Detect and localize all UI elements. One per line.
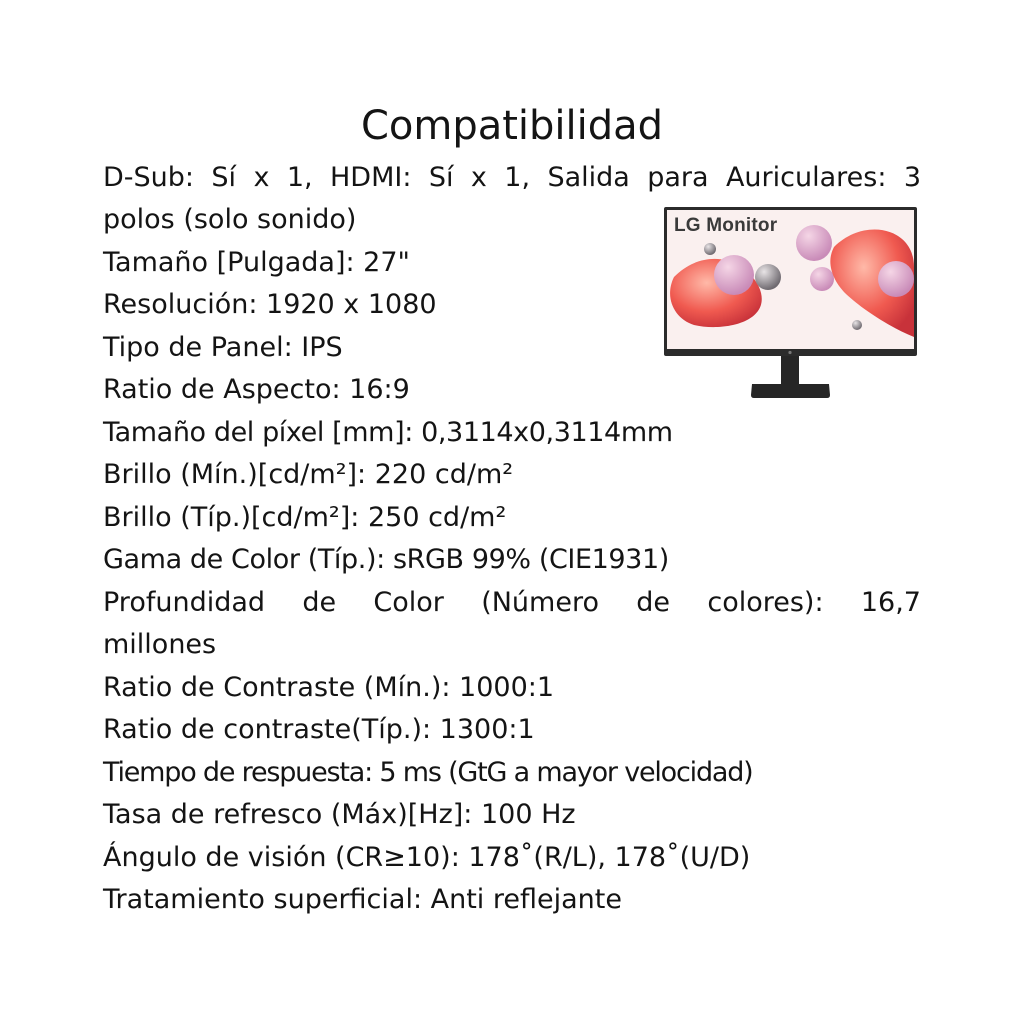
spec-line-color-depth-cont: millones [103,629,217,660]
spec-line-connectivity: D-Sub: Sí x 1, HDMI: Sí x 1, Salida para Auriculares: 3 [103,162,921,193]
monitor-image [664,207,917,399]
spec-line-brightness-typ: Brillo (Típ.)[cd/m²]: 250 cd/m² [103,502,507,533]
spec-line-connectivity-cont: polos (solo sonido) [103,204,357,235]
spec-line-color-depth: Profundidad de Color (Número de colores): 16,7 [103,587,921,618]
spec-line-response-time: Tiempo de respuesta: 5 ms (GtG a mayor velocidad) [103,757,753,788]
spec-line-color-gamut: Gama de Color (Típ.): sRGB 99% (CIE1931) [103,544,669,575]
spec-line-brightness-min: Brillo (Mín.)[cd/m²]: 220 cd/m² [103,459,514,490]
monitor-brand-label: LG Monitor [674,215,778,236]
spec-line-contrast-typ: Ratio de contraste(Típ.): 1300:1 [103,714,535,745]
spec-line-resolution: Resolución: 1920 x 1080 [103,289,437,320]
page-title: Compatibilidad [360,103,664,149]
spec-line-surface-treatment: Tratamiento superficial: Anti reflejante [103,884,622,915]
spec-line-viewing-angle: Ángulo de visión (CR≥10): 178˚(R/L), 178˚(U/D) [103,842,751,873]
spec-line-aspect-ratio: Ratio de Aspecto: 16:9 [103,374,410,405]
spec-line-refresh-rate: Tasa de refresco (Máx)[Hz]: 100 Hz [103,799,576,830]
spec-line-size: Tamaño [Pulgada]: 27" [103,247,410,278]
spec-line-panel-type: Tipo de Panel: IPS [103,332,343,363]
spec-line-contrast-min: Ratio de Contraste (Mín.): 1000:1 [103,672,555,703]
spec-line-pixel-size: Tamaño del píxel [mm]: 0,3114x0,3114mm [103,417,673,448]
